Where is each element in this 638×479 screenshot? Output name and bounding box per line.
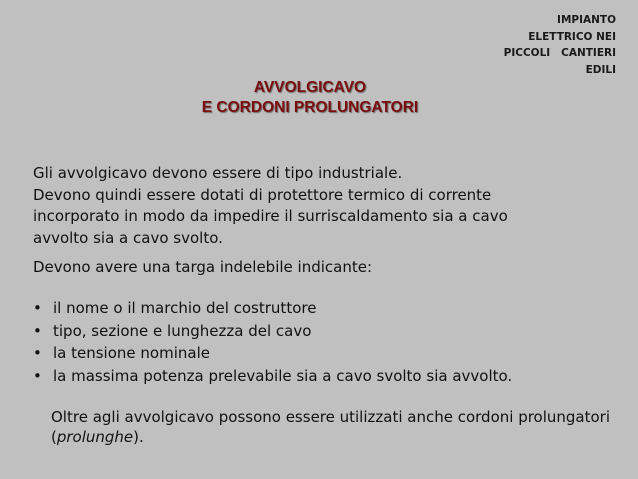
corner-heading: [504, 12, 616, 78]
bullet-glyph: •: [33, 366, 42, 385]
paragraph-line-4: avvolto sia a cavo svolto.: [33, 228, 223, 247]
list-item: [33, 320, 512, 343]
paragraph-line-2: Devono quindi essere dotati di protettore termico di corrente: [33, 185, 492, 204]
list-item: [33, 365, 512, 388]
corner-line-3: PICCOLI CANTIERI: [503, 47, 616, 59]
slide-title-line-2: E CORDONI PROLUNGATORI: [201, 99, 419, 116]
slide-title: [160, 78, 460, 118]
closing-text-pre: Oltre agli avvolgicavo possono essere utilizzati anche cordoni prolungatori (: [51, 408, 611, 446]
bullet-list: [33, 297, 512, 387]
corner-line-2: ELETTRICO NEI: [528, 30, 616, 43]
list-item: [33, 297, 512, 320]
closing-text-post: ).: [133, 428, 144, 446]
bullet-text: il nome o il marchio del costruttore: [53, 299, 317, 317]
bullet-text: la massima potenza prelevabile sia a cavo svolto sia avvolto.: [53, 366, 513, 385]
bullet-glyph: •: [33, 321, 42, 340]
corner-line-4: EDILI: [585, 63, 616, 76]
bullet-glyph: •: [33, 299, 42, 317]
slide-title-line-1: AVVOLGICAVO: [253, 79, 367, 96]
paragraph-line-1: Gli avvolgicavo devono essere di tipo industriale.: [33, 164, 403, 182]
closing-text-emphasis: prolunghe: [56, 428, 134, 446]
main-paragraph: [33, 163, 623, 249]
list-item: [33, 342, 512, 365]
paragraph-line-3: incorporato in modo da impedire il surriscaldamento sia a cavo: [33, 207, 508, 225]
closing-paragraph: [51, 407, 621, 447]
bullet-text: tipo, sezione e lunghezza del cavo: [53, 321, 312, 340]
bullet-text: la tensione nominale: [53, 344, 210, 362]
bullet-glyph: •: [33, 344, 42, 362]
intro-line: Devono avere una targa indelebile indicante:: [33, 258, 372, 276]
corner-line-1: IMPIANTO: [557, 14, 616, 26]
